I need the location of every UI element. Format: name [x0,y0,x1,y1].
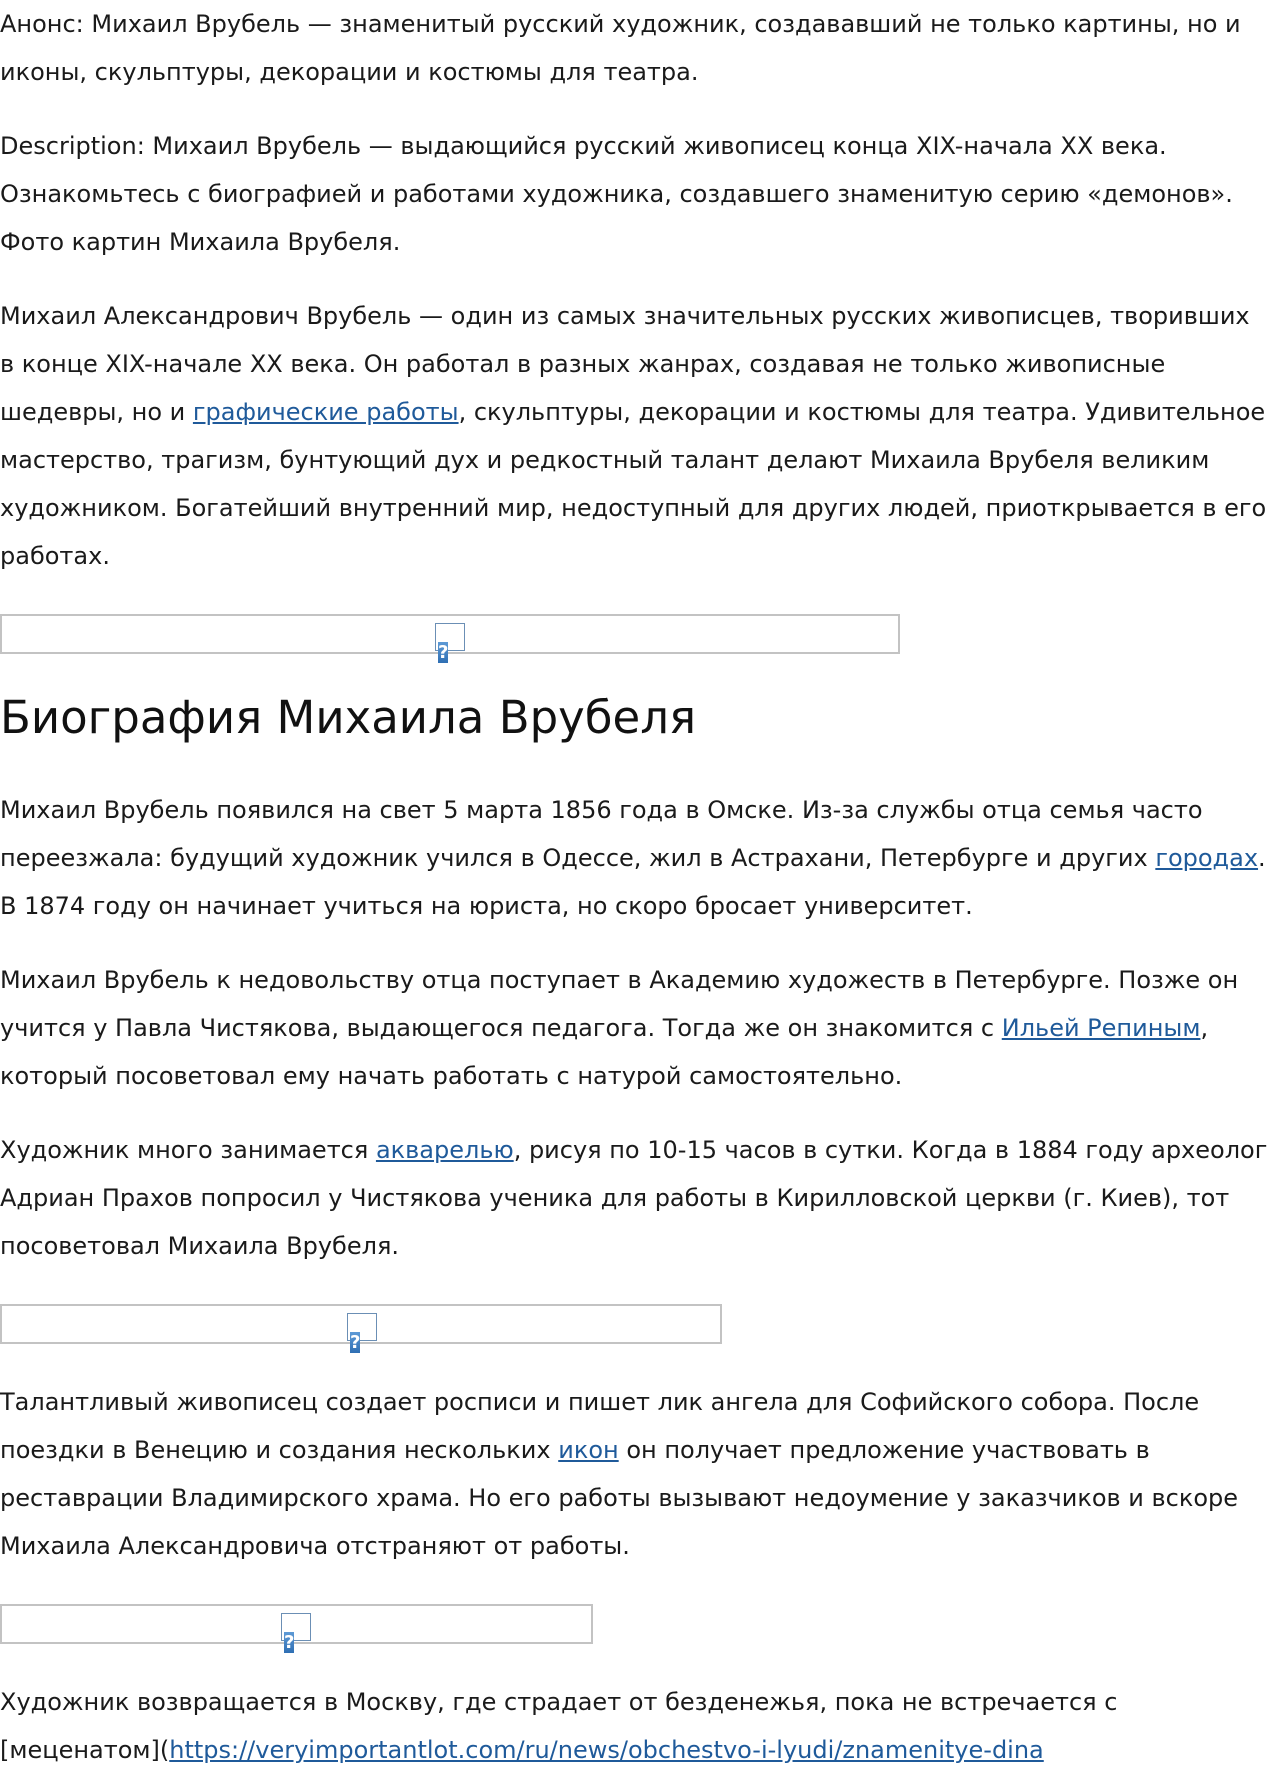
image-placeholder-1 [0,614,900,663]
bio-paragraph-3 [0,1126,1270,1270]
image-placeholder-2 [0,1304,722,1353]
broken-image-icon [281,1613,311,1653]
cities-link[interactable]: городах [1155,844,1259,872]
intro-text-after: , скульптуры, декорации и костюмы для театра. Удивительное мастерство, трагизм, бунтующий дух и редкостный талант делают Михаила Врубеля великим художником. Богатейший внутренний мир, недоступный для других людей, приоткрывается в его работах. [0,398,1267,570]
graphic-works-link[interactable]: графические работы [192,398,459,426]
bio-paragraph-1 [0,786,1270,930]
bio-paragraph-4 [0,1378,1270,1570]
broken-image-glyph: ? [284,1632,295,1653]
repin-link[interactable]: Ильей Репиным [1001,1014,1201,1042]
bio-p2-after: , который посоветовал ему начать работать с натурой самостоятельно. [0,1014,1209,1090]
bio-p1-before: Михаил Врубель появился на свет 5 марта 1856 года в Омске. Из-за службы отца семья часто переезжала: будущий художник учился в Одессе, жил в Астрахани, Петербурге и других [0,796,1203,872]
anons-paragraph: Анонс: Михаил Врубель — знаменитый русский художник, создававший не только картины, но и иконы, скульптуры, декорации и костюмы для театра. [0,10,1241,86]
description-paragraph: Description: Михаил Врубель — выдающийся русский живописец конца XIX-начала XX века. Ознакомьтесь с биографией и работами художника, создавшего знаменитую серию «демонов». Фото картин Михаила Врубеля. [0,132,1233,256]
watercolor-link[interactable]: акварелью [375,1136,514,1164]
intro-text-before: Михаил Александрович Врубель — один из самых значительных русских живописцев, творивших в конце XIX-начале XX века. Он работал в разных жанрах, создавая не только живописные шедевры, но и [0,302,1250,426]
bio-p4-before: Талантливый живописец создает росписи и пишет лик ангела для Софийского собора. После поездки в Венецию и создания нескольких [0,1388,1200,1464]
bio-paragraph-5 [0,1678,1270,1774]
broken-image-glyph: ? [438,642,449,663]
bio-p3-after: , рисуя по 10-15 часов в сутки. Когда в 1884 году археолог Адриан Прахов попросил у Чистякова ученика для работы в Кирилловской церкви (г. Киев), тот посоветовал Михаила Врубеля. [0,1136,1268,1260]
image-placeholder-3 [0,1604,593,1653]
bio-p4-after: он получает предложение участвовать в реставрации Владимирского храма. Но его работы вызывают недоумение у заказчиков и вскоре Михаила Александровича отстраняют от работы. [0,1436,1239,1560]
bio-p2-before: Михаил Врубель к недовольству отца поступает в Академию художеств в Петербурге. Позже он учится у Павла Чистякова, выдающегося педагога. Тогда же он знакомится с [0,966,1239,1042]
bio-p5-before: Художник возвращается в Москву, где страдает от безденежья, пока не встречается с [меценатом]( [0,1688,1118,1764]
icons-link[interactable]: икон [558,1436,619,1464]
bio-paragraph-2 [0,956,1270,1100]
intro-paragraph [0,292,1270,580]
bio-p1-after: . В 1874 году он начинает учиться на юриста, но скоро бросает университет. [0,844,1266,920]
broken-image-icon [435,623,465,663]
broken-image-icon [347,1313,377,1353]
bio-heading: Биография Михаила Врубеля [0,691,697,744]
bio-p3-before: Художник много занимается [0,1136,376,1164]
patron-url-link[interactable]: https://veryimportantlot.com/ru/news/obchestvo-i-lyudi/znamenitye-dina [169,1736,1044,1764]
broken-image-glyph: ? [350,1332,361,1353]
